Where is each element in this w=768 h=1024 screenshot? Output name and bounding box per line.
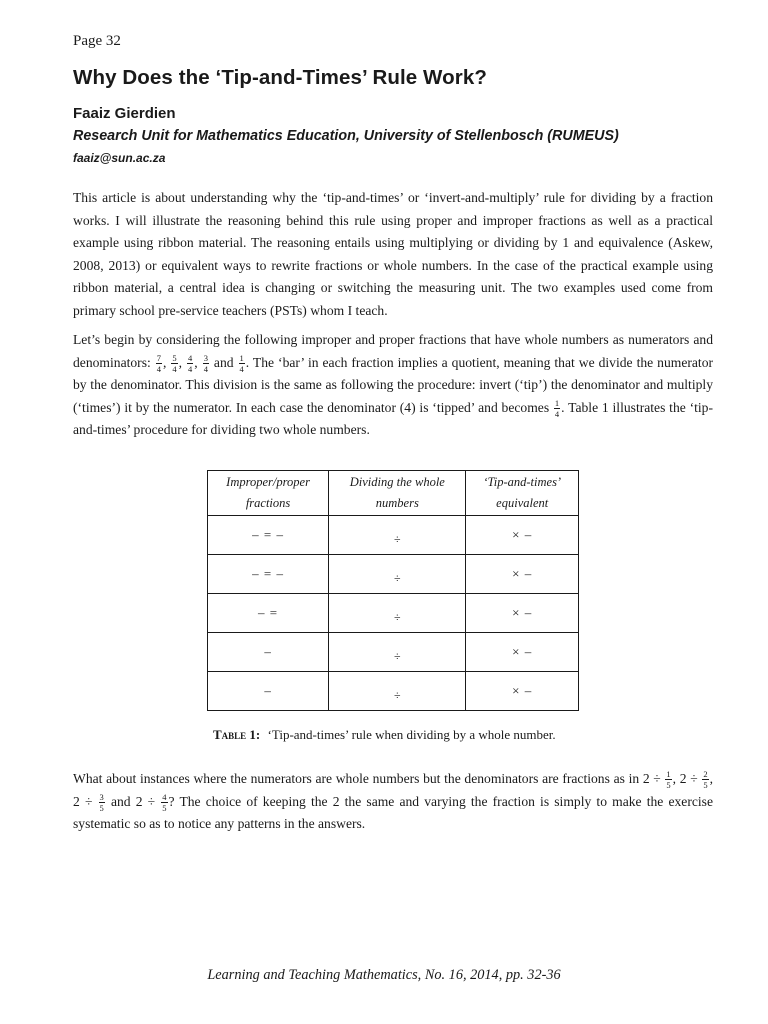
- table-cell: –: [208, 633, 329, 672]
- paragraph-question: What about instances where the numerators are whole numbers but the denominators are fractions as in 2 ÷ $\frac{1}{5}$ , 2 ÷ $\frac{2}{5}$ , 2 ÷ $\frac{3}{5}$ and 2 ÷ $\frac{4}{5}$ ? The choice of keeping the 2 the same and varying the fraction is simply to make the exercise systematic so as to notice any patterns in the answers.: [73, 769, 714, 831]
- table-cell: ÷: [329, 555, 466, 594]
- fraction: $\frac{2}{5}$: [703, 769, 708, 791]
- author-affiliation: Research Unit for Mathematics Education, University of Stellenbosch (RUMEUS): [73, 128, 619, 144]
- fraction: $\frac{4}{4}$: [188, 352, 193, 374]
- table-header-cell: Improper/proper fractions: [208, 471, 329, 516]
- table-row: [208, 594, 579, 633]
- table-cell: × –: [466, 555, 579, 594]
- fraction: $\frac{4}{5}$: [162, 791, 167, 813]
- table-header-cell: ‘Tip-and-times’ equivalent: [466, 471, 579, 516]
- table-cell: – = –: [208, 555, 329, 594]
- article-title: Why Does the ‘Tip-and-Times’ Rule Work?: [73, 66, 487, 89]
- table-cell: ÷: [329, 516, 466, 555]
- table-cell: × –: [466, 594, 579, 633]
- paragraph-text: ? The choice of keeping the 2 the same and varying the fraction is simply to make the exercise systematic so as to notice any patterns in the answers.: [73, 793, 713, 831]
- footer-citation: Learning and Teaching Mathematics, No. 16, 2014, pp. 32-36: [207, 967, 561, 983]
- paragraph-text: Let’s begin by considering the following improper and proper fractions that have whole numbers as numerators and denominators:: [73, 332, 713, 370]
- paragraph-text: What about instances where the numerators are whole numbers but the denominators are fractions as in: [73, 771, 643, 786]
- paragraph-text: . Table 1 illustrates the ‘tip-and-times’ procedure for dividing two whole numbers.: [73, 399, 713, 437]
- table-cell: ÷: [329, 672, 466, 711]
- table-cell: × –: [466, 672, 579, 711]
- table-header-cell: Dividing the whole numbers: [329, 471, 466, 516]
- fraction: $\frac{1}{5}$: [666, 769, 671, 791]
- table-caption: [213, 727, 556, 743]
- table-cell: × –: [466, 633, 579, 672]
- table-row: [208, 516, 579, 555]
- table-caption-text: ‘Tip-and-times’ rule when dividing by a whole number.: [267, 727, 556, 742]
- table-cell: –: [208, 672, 329, 711]
- fraction: $\frac{7}{4}$: [156, 352, 162, 374]
- fraction: $\frac{1}{4}$: [239, 352, 244, 374]
- fraction: $\frac{1}{4}$: [554, 397, 560, 419]
- paragraph-text: . The ‘bar’ in each fraction implies a quotient, meaning that we divide the numerator by the denominator. This division is the same as following the procedure: invert (‘tip’) the denominator and multiply (‘times’) it by the numerator. In each case the denominator (4) is ‘tipped’ and becomes: [73, 354, 714, 415]
- table-cell: – =: [208, 594, 329, 633]
- table-cell: × –: [466, 516, 579, 555]
- paragraph-intro: This article is about understanding why the ‘tip-and-times’ or ‘invert-and-multiply’ rule for dividing by a fraction works. I will illustrate the reasoning behind this rule using proper and improper fractions as well as a practical example using ribbon material. The reasoning entails using multiplying or dividing by 1 and equivalence (Askew, 2008, 2013) or equivalent ways to rewrite fractions or whole numbers. In the case of the practical example using ribbon material, a central idea is changing or switching the measuring unit. The two examples used come from primary school pre-service teachers (PSTs) whom I teach.: [73, 190, 713, 318]
- table-cell: ÷: [329, 633, 466, 672]
- author-email: faaiz@sun.ac.za: [73, 151, 166, 165]
- paragraph-fractions: Let’s begin by considering the following improper and proper fractions that have whole numbers as numerators and denominators: $\frac{7}{4}$ , $\frac{5}{4}$ , $\frac{4}{4}$ , $\frac{3}{4}$ and $\frac{1}{4}$ . The ‘bar’ in each fraction implies a quotient, meaning that we divide the numerator by the denominator. This division is the same as following the procedure: invert (‘tip’) the denominator and multiply (‘times’) it by the numerator. In each case the denominator (4) is ‘tipped’ and becomes $\frac{1}{4}$ . Table 1 illustrates the ‘tip-and-times’ procedure for dividing two whole numbers.: [73, 332, 714, 437]
- table-row: [208, 633, 579, 672]
- table-header-row: [208, 471, 579, 516]
- fraction: $\frac{3}{4}$: [203, 352, 208, 374]
- table-cell: ÷: [329, 594, 466, 633]
- table-row: [208, 555, 579, 594]
- table-row: [208, 672, 579, 711]
- table-1: [207, 470, 579, 711]
- table-caption-label: Table 1:: [213, 727, 261, 742]
- fraction: $\frac{5}{4}$: [172, 352, 177, 374]
- table-cell: – = –: [208, 516, 329, 555]
- fraction: $\frac{3}{5}$: [99, 791, 104, 813]
- author-name: Faaiz Gierdien: [73, 105, 176, 122]
- page-number: Page 32: [73, 33, 121, 49]
